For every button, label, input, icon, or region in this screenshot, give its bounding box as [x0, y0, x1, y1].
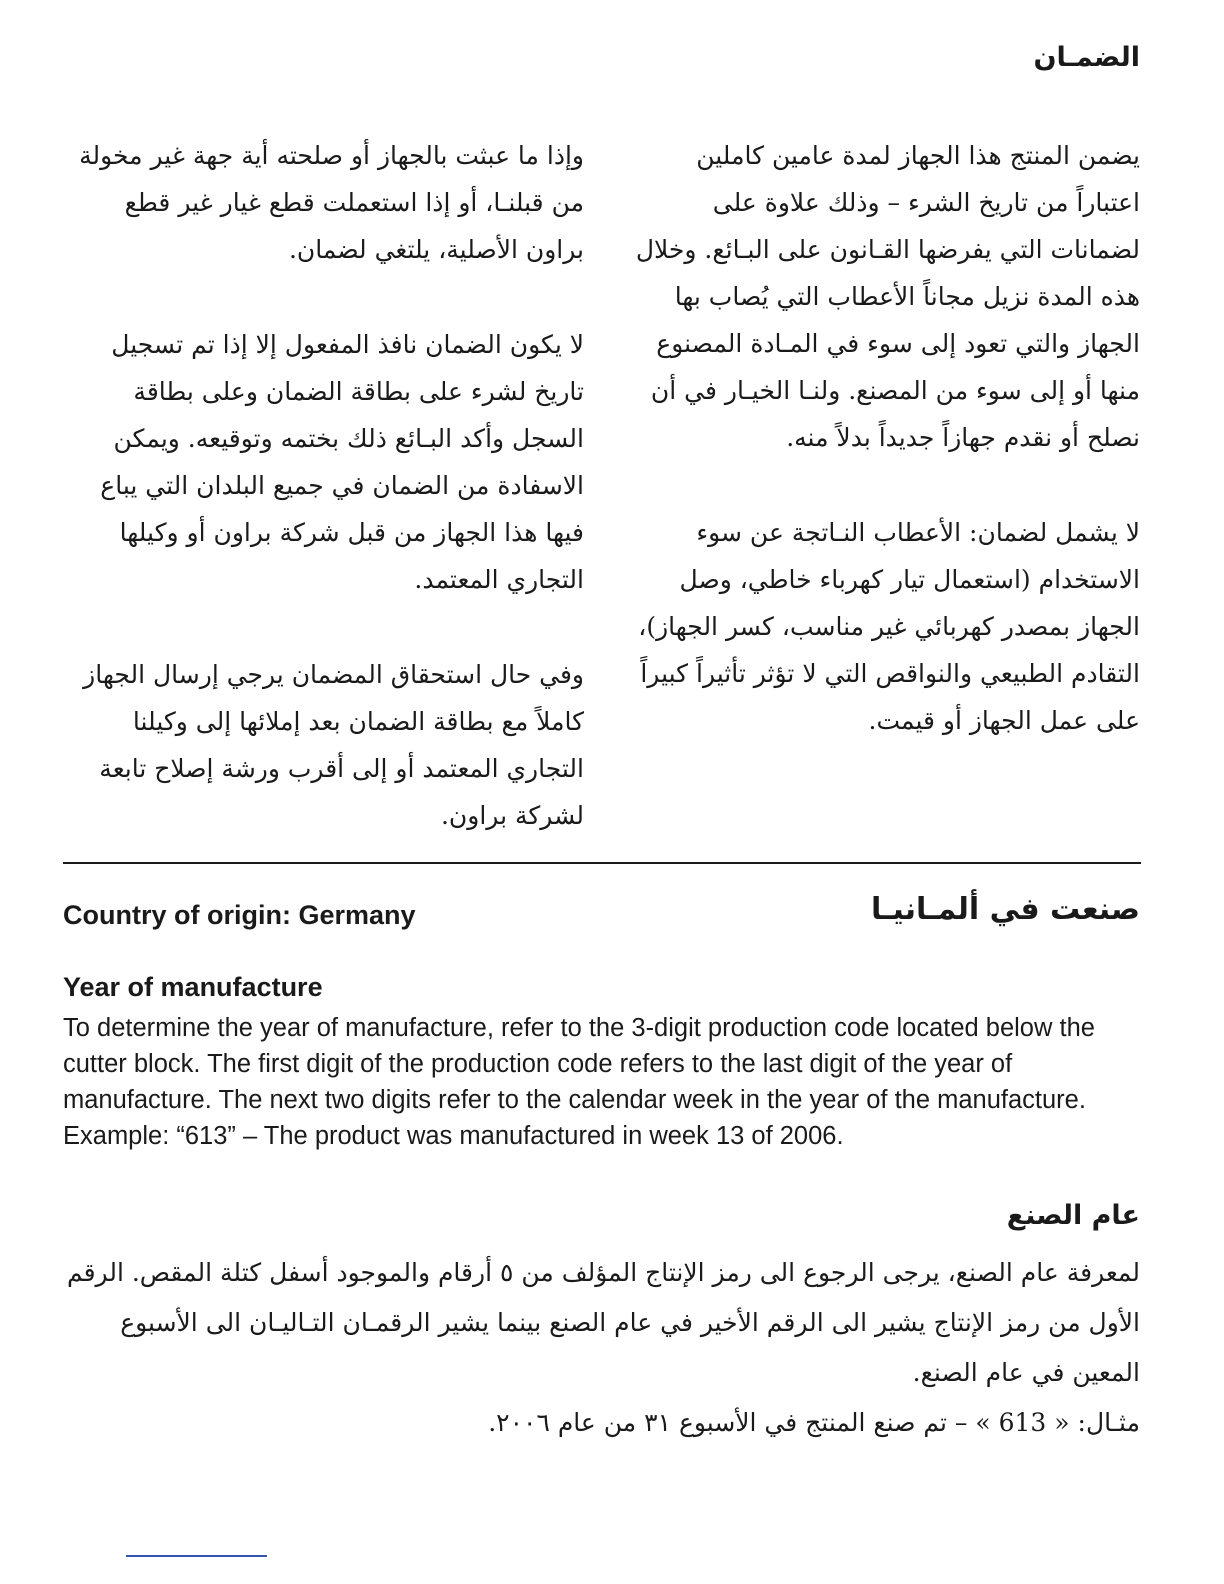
section-divider [63, 862, 1141, 864]
warranty-left-column [69, 132, 584, 887]
footer-line [126, 1555, 267, 1557]
warranty-paragraph: لا يشمل لضمان: الأعطاب النـاتجة عن سوء الاستخدام (استعمال تيار كهرباء خاطي، وصل الجهاز بمصدر كهربائي غير مناسب، كسر الجهاز)، التقادم الطبيعي والنواقص التي لا تؤثر تأثيراً كبيراً على عمل الجهاز أو قيمت. [638, 518, 1140, 735]
warranty-paragraph: وفي حال استحقاق المضمان يرجي إرسال الجهاز كاملاً مع بطاقة الضمان بعد إملائها إلى وكيلنا التجاري المعتمد أو إلى أقرب ورشة إصلاح تابعة لشركة براون. [83, 660, 584, 830]
year-of-manufacture-text: To determine the year of manufacture, refer to the 3-digit production code located below the cutter block. The first digit of the production code refers to the last digit of the year of manufacture. The next two digits refer to the calendar week in the year of the manufacture. [63, 1014, 1095, 1114]
year-of-manufacture-body-arabic [62, 1248, 1140, 1448]
year-of-manufacture-body [63, 1010, 1148, 1154]
country-of-origin-arabic: صنعت في ألمـانيـا [870, 892, 1140, 927]
year-of-manufacture-example-arabic: مثـال: « 613 » – تم صنع المنتج في الأسبوع ٣١ من عام ٢٠٠٦. [488, 1408, 1140, 1437]
country-of-origin-english: Country of origin: Germany [63, 900, 416, 930]
year-of-manufacture-text-arabic: لمعرفة عام الصنع، يرجى الرجوع الى رمز الإنتاج المؤلف من ٥ أرقام والموجود أسفل كتلة المقص. الرقم الأول من رمز الإنتاج يشير الى الرقم الأخير في عام الصنع بينما يشير الرقمـان التـاليـان الى الأسبوع المعين في عام الصنع. [66, 1258, 1140, 1387]
warranty-paragraph: وإذا ما عبثت بالجهاز أو صلحته أية جهة غير مخولة من قبلنـا، أو إذا استعملت قطع غيار غير قطع براون الأصلية، يلتغي لضمان. [79, 141, 584, 264]
year-of-manufacture-title: Year of manufacture [63, 972, 323, 1002]
year-of-manufacture-title-arabic: عام الصنع [1006, 1200, 1140, 1231]
warranty-title: الضمـان [1033, 42, 1140, 73]
warranty-paragraph: لا يكون الضمان نافذ المفعول إلا إذا تم تسجيل تاريخ لشرء على بطاقة الضمان وعلى بطاقة السجل وأكد البـائع ذلك بختمه وتوقيعه. ويمكن الاسفادة من الضمان في جميع البلدان التي يباع فيها هذا الجهاز من قبل شركة براون أو وكيلها التجاري المعتمد. [100, 330, 584, 594]
warranty-paragraph: يضمن المنتج هذا الجهاز لمدة عامين كاملين اعتباراً من تاريخ الشرء – وذلك علاوة على لضمانات التي يفرضها القـانون على البـائع. وخلال هذه المدة نزيل مجاناً الأعطاب التي يُصاب بها الجهاز والتي تعود إلى سوء في المـادة المصنوع منها أو إلى سوء من المصنع. ولنـا الخيـار في أن نصلح أو نقدم جهازاً جديداً بدلاً منه. [635, 141, 1140, 452]
year-of-manufacture-example: Example: “613” – The product was manufactured in week 13 of 2006. [63, 1122, 844, 1150]
warranty-right-column [625, 132, 1140, 792]
